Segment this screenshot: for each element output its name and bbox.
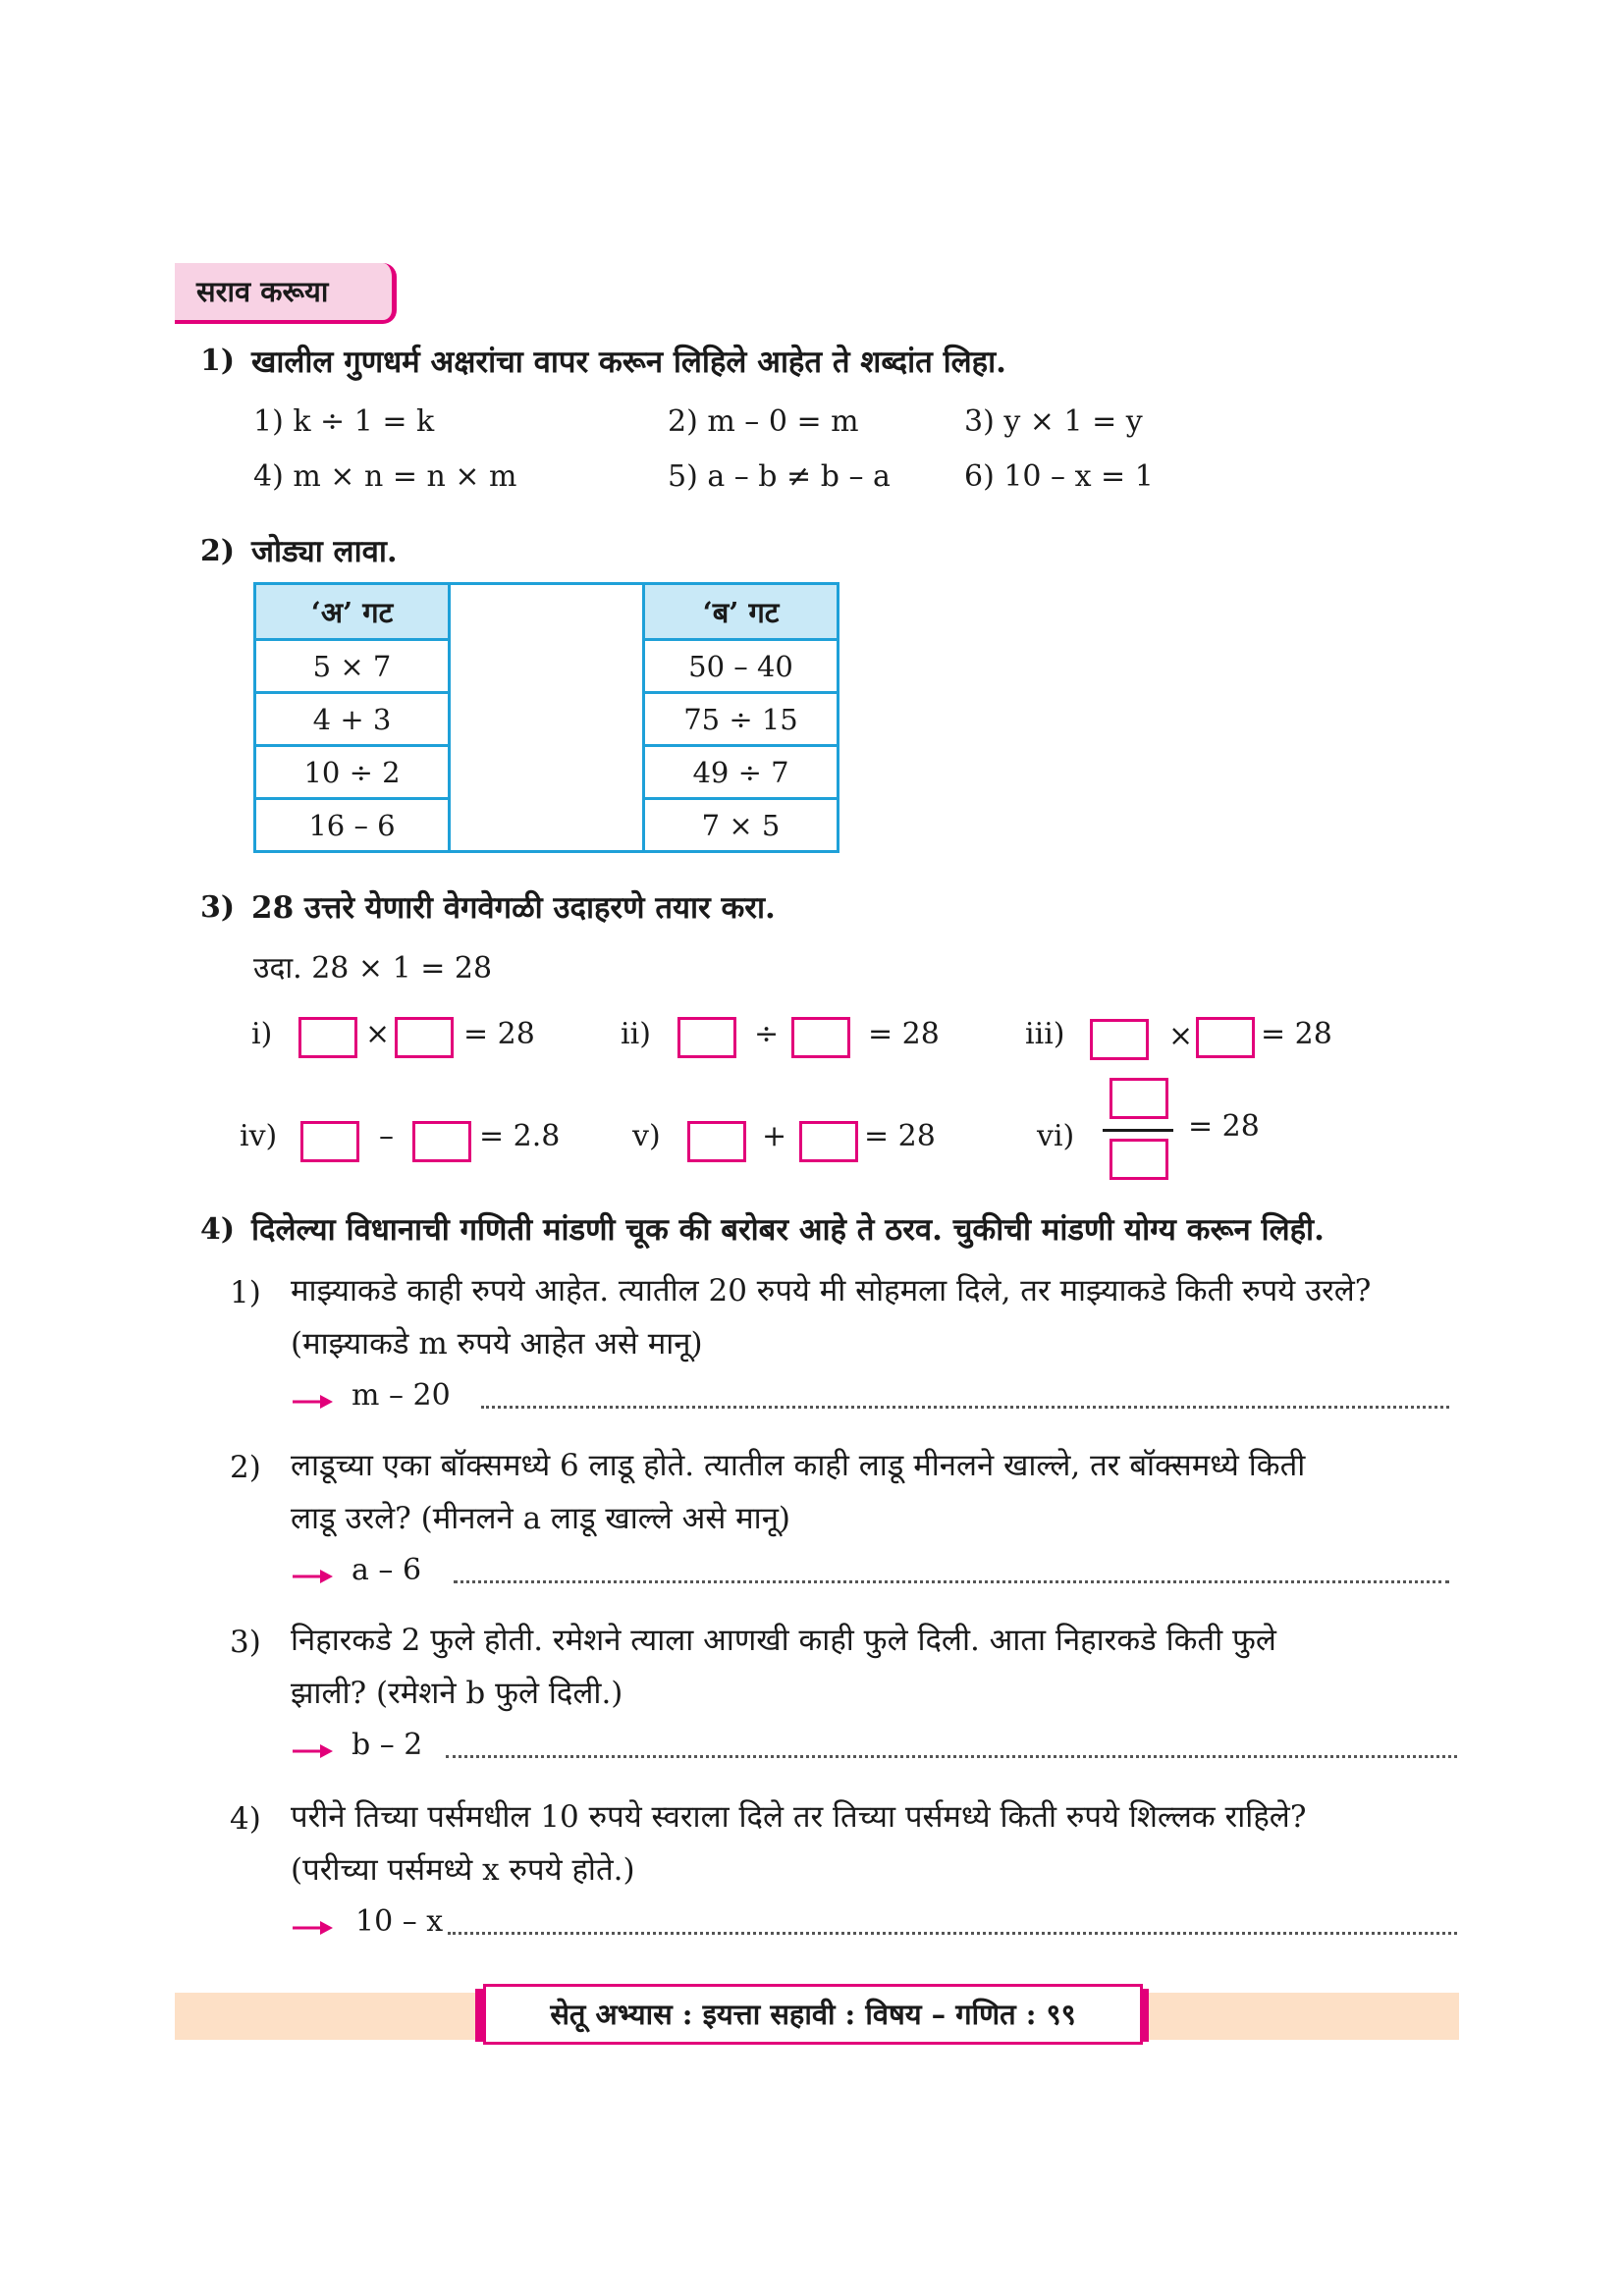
group-b-cell: 75 ÷ 15 [644, 693, 839, 746]
q1-item: 2) m – 0 = m [668, 404, 859, 439]
operator: ÷ [754, 1017, 780, 1051]
answer-box[interactable] [791, 1017, 850, 1058]
q3-example: उदा. 28 × 1 = 28 [253, 951, 493, 986]
group-b-header: ‘ब’ गट [644, 584, 839, 640]
q1-number: 1) [200, 344, 236, 378]
page-footer: सेतू अभ्यास : इयत्ता सहावी : विषय – गणित : ९९ [483, 1984, 1143, 2045]
q4-answer: 10 – x [355, 1904, 444, 1939]
matching-table [253, 582, 839, 853]
q4-number: 4) [200, 1212, 236, 1247]
answer-box[interactable] [1090, 1019, 1149, 1060]
result: = 28 [1261, 1017, 1332, 1051]
answer-box[interactable] [298, 1017, 357, 1058]
q1-item: 1) k ÷ 1 = k [253, 404, 435, 439]
denominator-box[interactable] [1110, 1139, 1168, 1180]
group-a-cell: 16 – 6 [255, 799, 450, 852]
q4-item-text: माझ्याकडे काही रुपये आहेत. त्यातील 20 रुपये मी सोहमला दिले, तर माझ्याकडे किती रुपये उरले? [291, 1273, 1372, 1308]
q2-text: जोड्या लावा. [251, 534, 398, 569]
q2-number: 2) [200, 534, 236, 568]
q4-item-number: 3) [230, 1625, 261, 1660]
q4-item-text: लाडूच्या एका बॉक्समध्ये 6 लाडू होते. त्यातील काही लाडू मीनलने खाल्ले, तर बॉक्समध्ये किती [291, 1448, 1306, 1483]
q4-answer: m – 20 [352, 1378, 451, 1413]
q1-item: 4) m × n = n × m [253, 459, 517, 494]
group-a-cell: 4 + 3 [255, 693, 450, 746]
q3-label: iv) [240, 1119, 278, 1153]
arrow-right-icon [291, 1918, 334, 1938]
q4-answer: b – 2 [352, 1728, 423, 1762]
q4-item-text: परीने तिच्या पर्समधील 10 रुपये स्वराला दिले तर तिच्या पर्समध्ये किती रुपये शिल्लक राहिले? [291, 1799, 1307, 1835]
answer-box[interactable] [395, 1017, 454, 1058]
group-b-cell: 49 ÷ 7 [644, 746, 839, 799]
table-gap [450, 584, 644, 852]
footer-left-tab [475, 1989, 483, 2042]
q4-item-text: झाली? (रमेशने b फुले दिली.) [291, 1676, 623, 1711]
answer-box[interactable] [1196, 1017, 1255, 1058]
q1-item: 6) 10 – x = 1 [964, 459, 1154, 494]
numerator-box[interactable] [1110, 1078, 1168, 1119]
q4-item-text: निहारकडे 2 फुले होती. रमेशने त्याला आणखी काही फुले दिली. आता निहारकडे किती फुले [291, 1623, 1276, 1658]
operator: × [1168, 1019, 1194, 1053]
answer-box[interactable] [687, 1121, 746, 1162]
answer-line[interactable] [448, 1932, 1457, 1935]
q4-item-text: (परीच्या पर्समध्ये x रुपये होते.) [291, 1852, 635, 1888]
q4-item-number: 1) [230, 1275, 261, 1310]
q1-item: 3) y × 1 = y [964, 404, 1143, 439]
result: = 28 [868, 1017, 940, 1051]
q4-item-text: (माझ्याकडे m रुपये आहेत असे मानू) [291, 1326, 703, 1362]
group-a-cell: 10 ÷ 2 [255, 746, 450, 799]
q4-text: दिलेल्या विधानाची गणिती मांडणी चूक की बरोबर आहे ते ठरव. चुकीची मांडणी योग्य करून लिही. [251, 1212, 1325, 1248]
operator: × [365, 1017, 391, 1051]
q3-label: ii) [621, 1017, 651, 1051]
answer-box[interactable] [677, 1017, 736, 1058]
answer-line[interactable] [446, 1755, 1457, 1758]
answer-line[interactable] [454, 1580, 1449, 1583]
q3-number: 3) [200, 890, 236, 925]
result: = 28 [864, 1119, 936, 1153]
operator: + [762, 1119, 787, 1153]
answer-box[interactable] [300, 1121, 359, 1162]
q4-item-number: 2) [230, 1450, 261, 1485]
operator: – [379, 1119, 394, 1153]
fraction-line [1103, 1129, 1173, 1132]
group-a-cell: 5 × 7 [255, 640, 450, 693]
q4-item-number: 4) [230, 1801, 261, 1837]
q3-label: i) [251, 1017, 273, 1051]
q4-item-text: लाडू उरले? (मीनलने a लाडू खाल्ले असे मानू) [291, 1501, 791, 1536]
q1-item: 5) a – b ≠ b – a [668, 459, 891, 494]
answer-box[interactable] [799, 1121, 858, 1162]
result: = 28 [463, 1017, 535, 1051]
answer-box[interactable] [412, 1121, 471, 1162]
q3-text: 28 उत्तरे येणारी वेगवेगळी उदाहरणे तयार करा. [251, 890, 776, 926]
q4-answer: a – 6 [352, 1553, 422, 1587]
section-heading: सराव करूया [175, 263, 397, 324]
arrow-right-icon [291, 1741, 334, 1761]
group-b-cell: 50 – 40 [644, 640, 839, 693]
answer-line[interactable] [481, 1406, 1449, 1409]
q3-label: v) [632, 1119, 661, 1153]
arrow-right-icon [291, 1392, 334, 1412]
q3-label: vi) [1037, 1119, 1075, 1153]
group-b-cell: 7 × 5 [644, 799, 839, 852]
arrow-right-icon [291, 1567, 334, 1586]
result: = 2.8 [479, 1119, 561, 1153]
result: = 28 [1188, 1109, 1260, 1144]
q3-label: iii) [1025, 1017, 1065, 1051]
group-a-header: ‘अ’ गट [255, 584, 450, 640]
q1-text: खालील गुणधर्म अक्षरांचा वापर करून लिहिले आहेत ते शब्दांत लिहा. [251, 345, 1006, 380]
